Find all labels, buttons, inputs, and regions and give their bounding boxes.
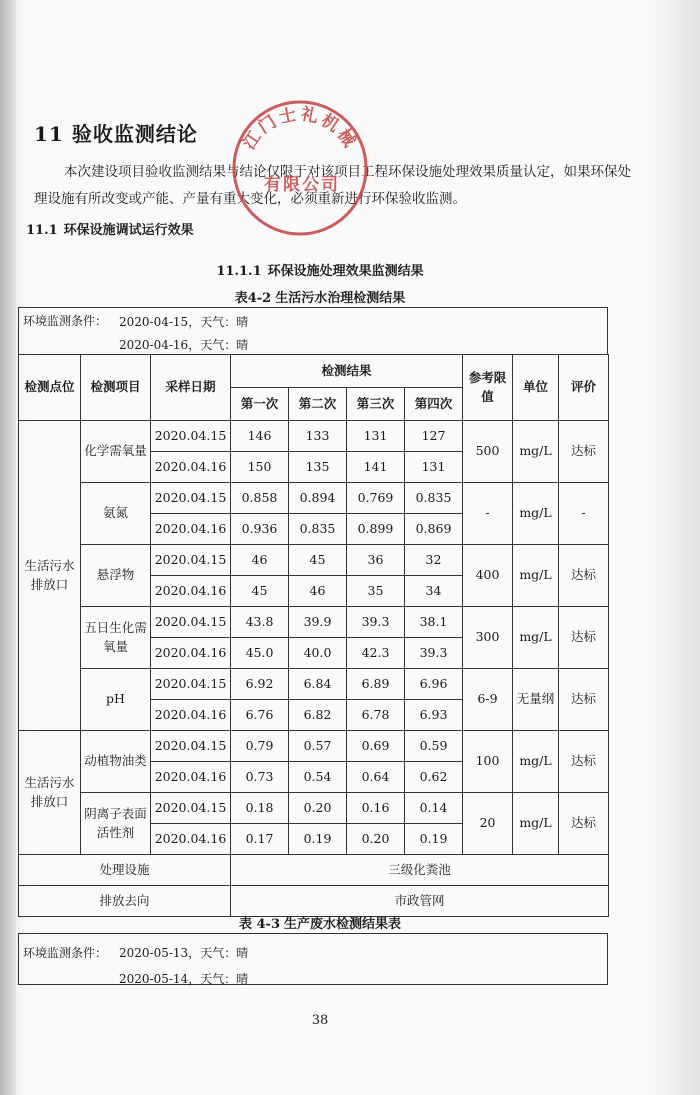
unit-cell: mg/L — [513, 731, 559, 793]
value-cell: 40.0 — [289, 638, 347, 669]
value-cell: 0.20 — [347, 824, 405, 855]
value-cell: 6.93 — [405, 700, 463, 731]
item-cell: 动植物油类 — [81, 731, 151, 793]
table-row — [19, 607, 609, 638]
date-cell: 2020.04.16 — [151, 700, 231, 731]
value-cell: 36 — [347, 545, 405, 576]
unit-cell: mg/L — [513, 483, 559, 545]
table-caption-number: 表 4-3 — [238, 917, 280, 932]
value-cell: 141 — [347, 452, 405, 483]
header-run: 第三次 — [347, 388, 405, 421]
point-cell: 生活污水排放口 — [19, 421, 81, 731]
date-cell: 2020.04.16 — [151, 824, 231, 855]
section-number: 11 — [34, 122, 64, 146]
eval-cell: 达标 — [559, 545, 609, 607]
header-run: 第四次 — [405, 388, 463, 421]
header-point: 检测点位 — [19, 355, 81, 421]
item-cell: 化学需氧量 — [81, 421, 151, 483]
value-cell: 6.78 — [347, 700, 405, 731]
value-cell: 45 — [289, 545, 347, 576]
value-cell: 39.9 — [289, 607, 347, 638]
unit-cell: mg/L — [513, 421, 559, 483]
unit-cell: mg/L — [513, 607, 559, 669]
eval-cell: 达标 — [559, 607, 609, 669]
value-cell: 42.3 — [347, 638, 405, 669]
date-cell: 2020.04.16 — [151, 762, 231, 793]
value-cell: 131 — [347, 421, 405, 452]
condition-line: 2020-05-14，天气：晴 — [119, 972, 249, 986]
value-cell: 6.82 — [289, 700, 347, 731]
table-row — [19, 731, 609, 762]
subsection-title: 环保设施调试运行效果 — [63, 223, 194, 238]
value-cell: 0.858 — [231, 483, 289, 514]
value-cell: 0.894 — [289, 483, 347, 514]
value-cell: 0.54 — [289, 762, 347, 793]
facility-label: 处理设施 — [19, 855, 231, 886]
ref-cell: 500 — [463, 421, 513, 483]
monitoring-conditions — [18, 933, 608, 985]
value-cell: 0.20 — [289, 793, 347, 824]
date-cell: 2020.04.15 — [151, 545, 231, 576]
header-results: 检测结果 — [231, 355, 463, 388]
value-cell: 0.14 — [405, 793, 463, 824]
ref-cell: 20 — [463, 793, 513, 855]
value-cell: 46 — [289, 576, 347, 607]
monitoring-conditions — [18, 307, 608, 354]
value-cell: 0.769 — [347, 483, 405, 514]
value-cell: 45.0 — [231, 638, 289, 669]
value-cell: 34 — [405, 576, 463, 607]
table-caption — [0, 287, 640, 306]
header-ref: 参考限值 — [463, 355, 513, 421]
eval-cell: 达标 — [559, 421, 609, 483]
date-cell: 2020.04.15 — [151, 669, 231, 700]
subsubsection-number: 11.1.1 — [216, 264, 262, 279]
subsection-number: 11.1 — [26, 223, 58, 238]
value-cell: 0.899 — [347, 514, 405, 545]
condition-line: 2020-04-15，天气：晴 — [119, 315, 249, 329]
value-cell: 39.3 — [347, 607, 405, 638]
value-cell: 38.1 — [405, 607, 463, 638]
results-table — [18, 354, 609, 917]
date-cell: 2020.04.15 — [151, 607, 231, 638]
date-cell: 2020.04.15 — [151, 483, 231, 514]
value-cell: 131 — [405, 452, 463, 483]
table-caption-text: 生产废水检测结果表 — [284, 917, 402, 932]
ref-cell: 400 — [463, 545, 513, 607]
table-caption — [0, 913, 640, 932]
eval-cell: 达标 — [559, 731, 609, 793]
subsubsection-title: 环保设施处理效果监测结果 — [267, 264, 424, 279]
seal-bottom-text: 有限公司 — [264, 175, 340, 195]
section-heading — [34, 118, 198, 147]
table-row — [19, 669, 609, 700]
header-unit: 单位 — [513, 355, 559, 421]
value-cell: 0.835 — [289, 514, 347, 545]
value-cell: 146 — [231, 421, 289, 452]
date-cell: 2020.04.16 — [151, 452, 231, 483]
ref-cell: - — [463, 483, 513, 545]
value-cell: 46 — [231, 545, 289, 576]
conditions-label: 环境监测条件： — [23, 314, 108, 328]
value-cell: 0.19 — [289, 824, 347, 855]
value-cell: 0.18 — [231, 793, 289, 824]
condition-line: 2020-04-16，天气：晴 — [119, 338, 249, 352]
conditions-label: 环境监测条件： — [23, 946, 108, 960]
table-caption-number: 表4-2 — [234, 291, 272, 306]
table-caption-text: 生活污水治理检测结果 — [275, 291, 406, 306]
value-cell: 0.17 — [231, 824, 289, 855]
value-cell: 0.73 — [231, 762, 289, 793]
value-cell: 0.936 — [231, 514, 289, 545]
value-cell: 6.92 — [231, 669, 289, 700]
value-cell: 6.76 — [231, 700, 289, 731]
value-cell: 133 — [289, 421, 347, 452]
header-item: 检测项目 — [81, 355, 151, 421]
unit-cell: mg/L — [513, 545, 559, 607]
ref-cell: 100 — [463, 731, 513, 793]
header-run: 第一次 — [231, 388, 289, 421]
value-cell: 39.3 — [405, 638, 463, 669]
seal-top-text: 江门士礼机械 — [239, 104, 361, 154]
section-title: 验收监测结论 — [71, 122, 198, 146]
table-row — [19, 855, 609, 886]
table-row — [19, 483, 609, 514]
value-cell: 0.57 — [289, 731, 347, 762]
value-cell: 0.19 — [405, 824, 463, 855]
eval-cell: 达标 — [559, 793, 609, 855]
value-cell: 0.869 — [405, 514, 463, 545]
point-cell: 生活污水排放口 — [19, 731, 81, 855]
table-row — [19, 793, 609, 824]
value-cell: 0.64 — [347, 762, 405, 793]
value-cell: 0.62 — [405, 762, 463, 793]
table-row — [19, 421, 609, 452]
header-eval: 评价 — [559, 355, 609, 421]
subsubsection-heading — [0, 260, 640, 279]
date-cell: 2020.04.16 — [151, 638, 231, 669]
eval-cell: 达标 — [559, 669, 609, 731]
header-date: 采样日期 — [151, 355, 231, 421]
condition-line: 2020-05-13，天气：晴 — [119, 946, 249, 960]
value-cell: 0.79 — [231, 731, 289, 762]
unit-cell: mg/L — [513, 793, 559, 855]
value-cell: 6.96 — [405, 669, 463, 700]
value-cell: 32 — [405, 545, 463, 576]
item-cell: 五日生化需氧量 — [81, 607, 151, 669]
unit-cell: 无量纲 — [513, 669, 559, 731]
discharge-value: 市政管网 — [231, 886, 609, 917]
value-cell: 150 — [231, 452, 289, 483]
value-cell: 127 — [405, 421, 463, 452]
table-row — [19, 886, 609, 917]
value-cell: 135 — [289, 452, 347, 483]
header-run: 第二次 — [289, 388, 347, 421]
value-cell: 0.59 — [405, 731, 463, 762]
date-cell: 2020.04.15 — [151, 421, 231, 452]
value-cell: 35 — [347, 576, 405, 607]
value-cell: 45 — [231, 576, 289, 607]
conclusion-paragraph: 本次建设项目验收监测结果与结论仅限于对该项目工程环保设施处理效果质量认定，如果环保处理设施有所改变或产能、产量有重大变化，必须重新进行环保验收监测。 — [34, 164, 631, 207]
item-cell: 悬浮物 — [81, 545, 151, 607]
page-number: 38 — [311, 1013, 329, 1028]
facility-value: 三级化粪池 — [231, 855, 609, 886]
subsection-heading — [26, 219, 194, 238]
date-cell: 2020.04.16 — [151, 514, 231, 545]
date-cell: 2020.04.16 — [151, 576, 231, 607]
value-cell: 0.835 — [405, 483, 463, 514]
value-cell: 43.8 — [231, 607, 289, 638]
value-cell: 6.84 — [289, 669, 347, 700]
table-row — [19, 545, 609, 576]
value-cell: 0.16 — [347, 793, 405, 824]
date-cell: 2020.04.15 — [151, 731, 231, 762]
item-cell: 氨氮 — [81, 483, 151, 545]
item-cell: pH — [81, 669, 151, 731]
date-cell: 2020.04.15 — [151, 793, 231, 824]
item-cell: 阴离子表面活性剂 — [81, 793, 151, 855]
ref-cell: 6-9 — [463, 669, 513, 731]
eval-cell: - — [559, 483, 609, 545]
value-cell: 0.69 — [347, 731, 405, 762]
ref-cell: 300 — [463, 607, 513, 669]
value-cell: 6.89 — [347, 669, 405, 700]
discharge-label: 排放去向 — [19, 886, 231, 917]
